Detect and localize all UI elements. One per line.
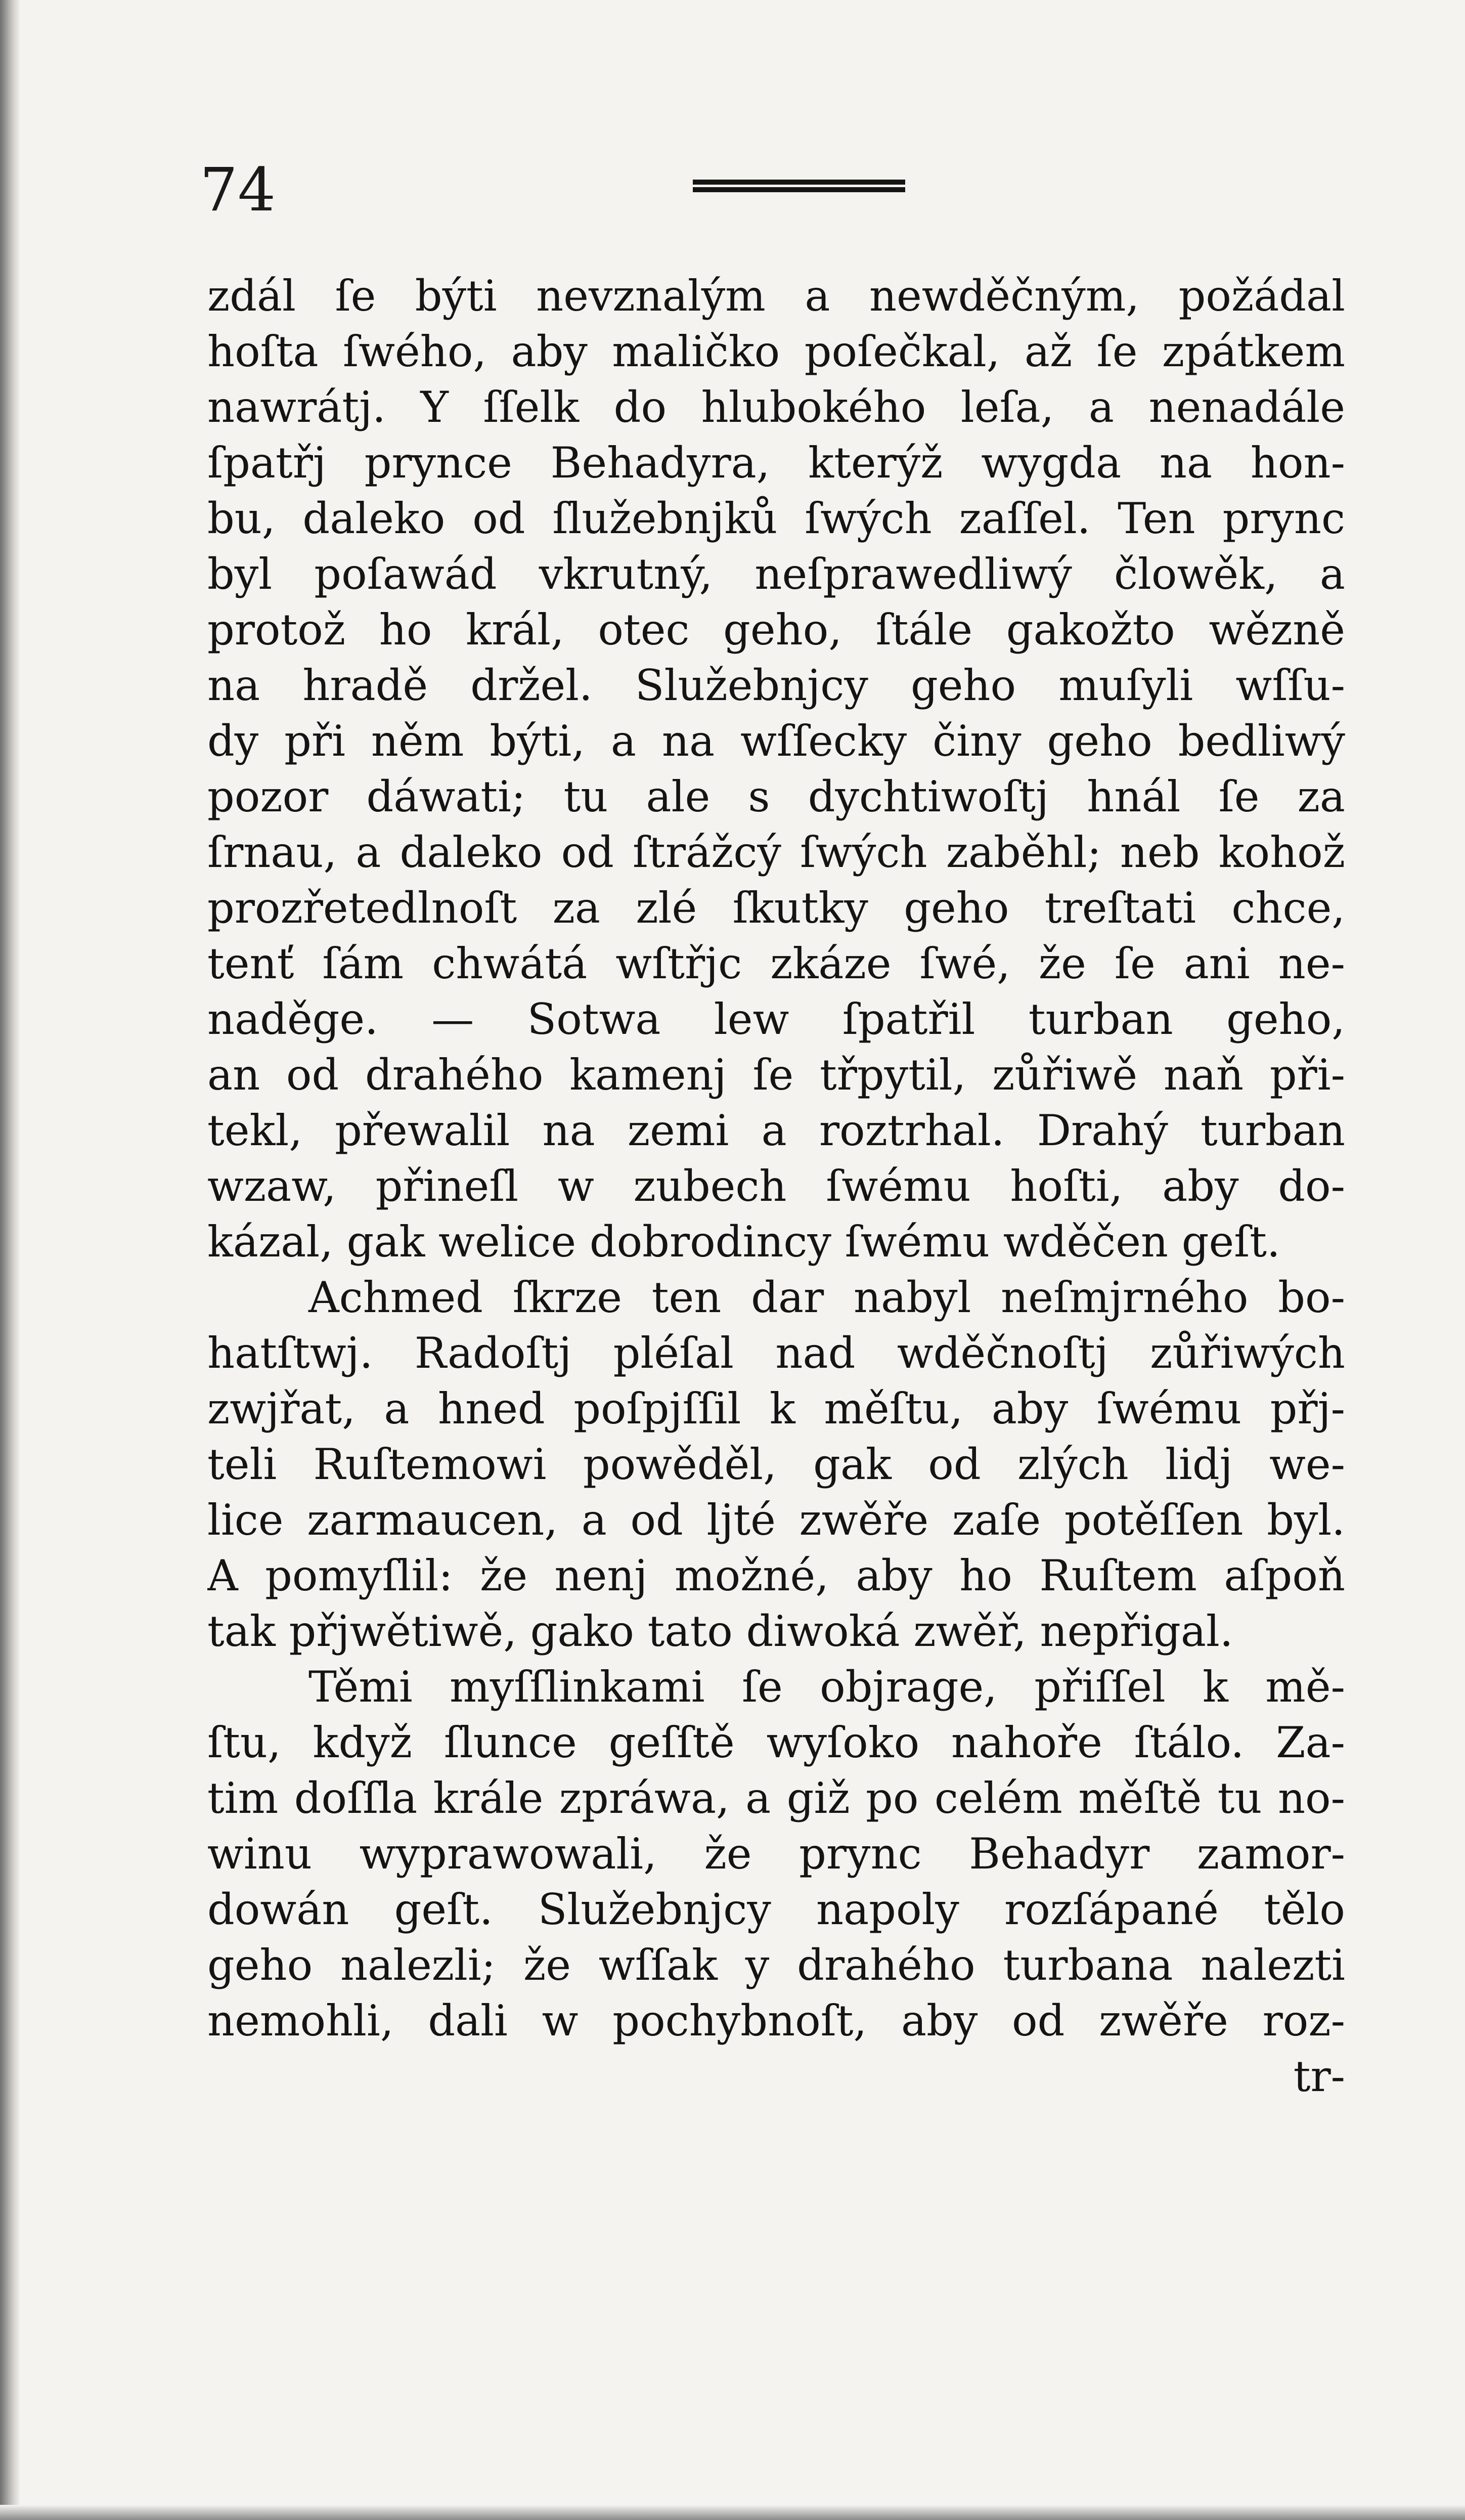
text-line: dowán geſt. Služebnjcy napoly rozſápané tělo [207, 1885, 1345, 1934]
paragraph-start-line: Těmi myſſlinkami ſe objrage, přiſſel k mě- [308, 1662, 1345, 1712]
paragraph-end-line: tak přjwětiwě, gako tato diwoká zwěř, nepřigal. [207, 1606, 1233, 1656]
text-line: hatſtwj. Radoſtj pléſal nad wděčnoſtj zůřiwých [207, 1328, 1345, 1378]
body-text [207, 268, 1345, 2104]
text-line: an od drahého kamenj ſe třpytil, zůřiwě naň při- [207, 1050, 1345, 1100]
page-header [200, 152, 1363, 228]
paragraph-start-line: Achmed ſkrze ten dar nabyl neſmjrného bo- [308, 1273, 1345, 1322]
page-number: 74 [200, 155, 276, 225]
text-line: wzaw, přineſl w zubech ſwému hoſti, aby do- [207, 1161, 1345, 1211]
text-line: teli Ruſtemowi powěděl, gak od zlých lidj we- [207, 1440, 1345, 1489]
text-line: lice zarmaucen, a od ljté zwěře zaſe potěſſen byl. [207, 1495, 1345, 1545]
header-ornament-rule [693, 180, 905, 200]
text-line: nawrátj. Y ſſelk do hlubokého leſa, a nenadále [207, 382, 1345, 432]
page-edge-shadow [0, 0, 20, 2520]
text-line: nemohli, dali w pochybnoſt, aby od zwěře roz- [207, 1996, 1345, 2046]
paragraph-end-line: kázal, gak welice dobrodincy ſwému wděčen geſt. [207, 1217, 1280, 1267]
text-line: zdál ſe býti nevznalým a newděčným, požádal [207, 271, 1345, 321]
page-bottom-shadow [0, 2505, 1465, 2520]
text-line: tekl, přewalil na zemi a roztrhal. Drahý turban [207, 1106, 1345, 1155]
text-line: ſrnau, a daleko od ſtrážcý ſwých zaběhl; neb kohož [207, 828, 1345, 877]
text-line: protož ho král, otec geho, ſtále gakožto wězně [207, 605, 1345, 655]
text-line: naděge. — Sotwa lew ſpatřil turban geho, [207, 994, 1345, 1044]
text-line: ſtu, když ſlunce geſſtě wyſoko nahoře ſtálo. Za- [207, 1718, 1345, 1767]
catchword: tr- [1293, 2052, 1345, 2101]
text-line: A pomyſlil: že nenj možné, aby ho Ruſtem aſpoň [207, 1551, 1345, 1600]
book-page [20, 0, 1465, 2505]
text-line: tenť ſám chwátá wſtřjc zkáze ſwé, že ſe ani ne- [207, 939, 1345, 988]
text-line: byl poſawád vkrutný, neſprawedliwý člowěk, a [207, 549, 1345, 599]
text-line: pozor dáwati; tu ale s dychtiwoſtj hnál ſe za [207, 772, 1345, 821]
text-line: bu, daleko od ſlužebnjků ſwých zaſſel. Ten prync [207, 494, 1345, 543]
text-line: prozřetedlnoſt za zlé ſkutky geho treſtati chce, [207, 883, 1345, 933]
text-line: zwjřat, a hned poſpjſſil k měſtu, aby ſwému přj- [207, 1384, 1345, 1433]
text-line: dy při něm býti, a na wſſecky činy geho bedliwý [207, 716, 1345, 766]
text-line: winu wyprawowali, že prync Behadyr zamor- [207, 1829, 1345, 1879]
text-line: hoſta ſwého, aby maličko poſečkal, až ſe zpátkem [207, 327, 1345, 376]
text-line: tim doſſla krále zpráwa, a giž po celém měſtě tu no- [207, 1773, 1345, 1823]
text-line: na hradě držel. Služebnjcy geho muſyli wſſu- [207, 661, 1345, 710]
text-line: geho nalezli; že wſſak y drahého turbana nalezti [207, 1940, 1345, 1990]
text-line: ſpatřj prynce Behadyra, kterýž wygda na hon- [207, 438, 1345, 488]
